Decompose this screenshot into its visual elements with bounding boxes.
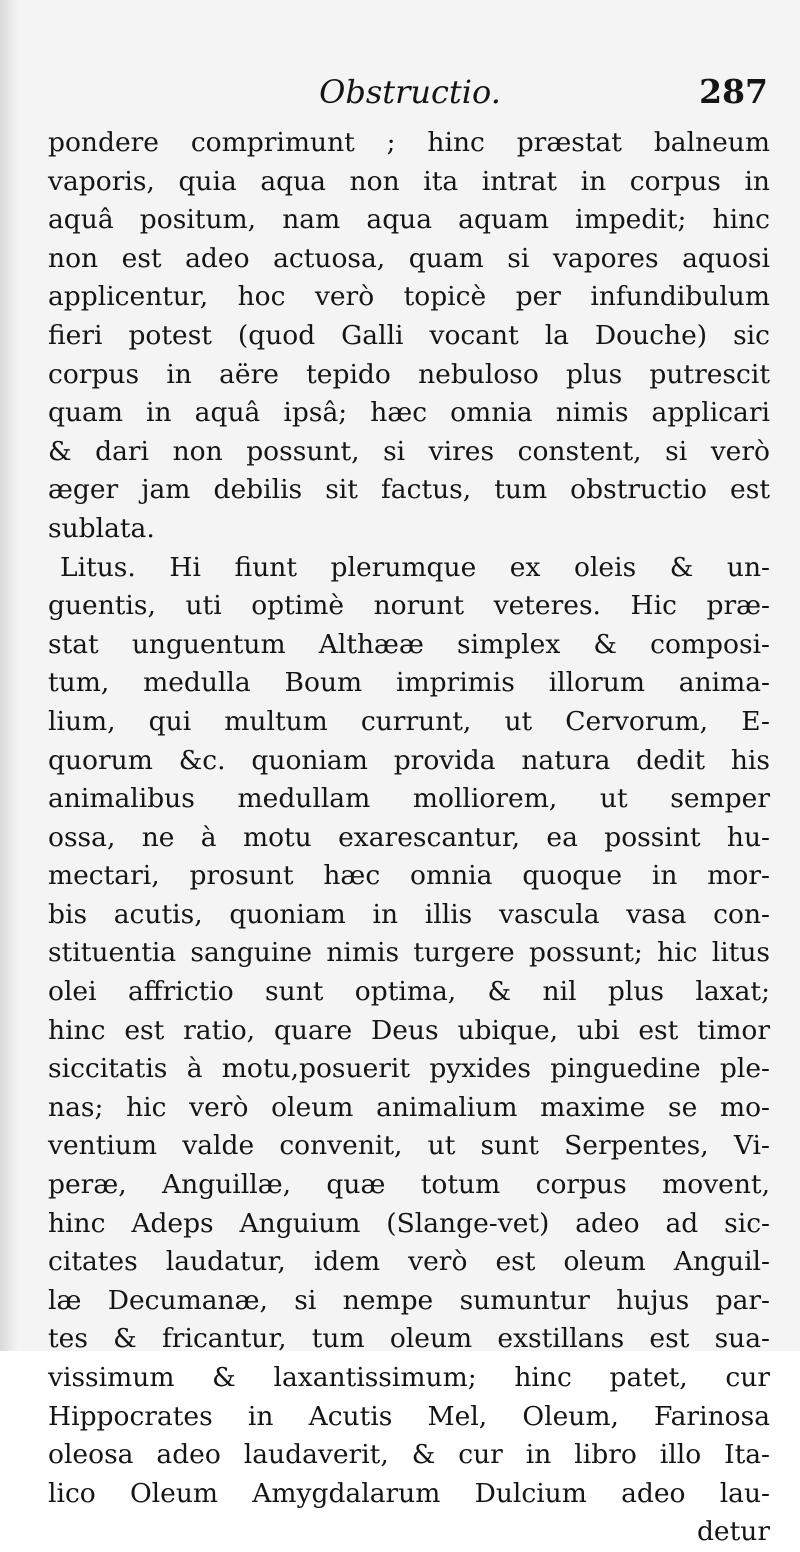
text-line: hinc est ratio, quare Deus ubique, ubi est timor <box>48 1014 770 1046</box>
text-line: mectari, prosunt hæc omnia quoque in mor- <box>48 860 770 892</box>
text-line: siccitatis à motu,posuerit pyxides pinguedine ple- <box>48 1053 770 1085</box>
text-line: olei affrictio sunt optima, & nil plus laxat; <box>48 976 770 1008</box>
text-line: tum, medulla Boum imprimis illorum anima- <box>48 667 770 699</box>
running-head: Obstructio. <box>319 73 501 111</box>
text-line: corpus in aëre tepido nebuloso plus putrescit <box>48 358 770 390</box>
text-line: bis acutis, quoniam in illis vascula vasa con- <box>48 898 770 930</box>
text-line: nas; hic verò oleum animalium maxime se mo- <box>48 1091 770 1123</box>
page-shadow-edge <box>0 0 18 1351</box>
text-line: vissimum & laxantissimum; hinc patet, cur <box>48 1362 770 1393</box>
text-line: quorum &c. quoniam provida natura dedit his <box>48 744 770 776</box>
text-line: guentis, uti optimè norunt veteres. Hic præ- <box>48 590 770 622</box>
catchword: detur <box>696 1516 770 1548</box>
text-line: hinc Adeps Anguium (Slange-vet) adeo ad sic- <box>48 1207 770 1239</box>
text-line: stat unguentum Althææ simplex & composi- <box>48 628 770 660</box>
text-line: quam in aquâ ipsâ; hæc omnia nimis applicari <box>48 397 770 429</box>
text-line: fieri potest (quod Galli vocant la Douche) sic <box>48 319 770 351</box>
text-line: lium, qui multum currunt, ut Cervorum, E- <box>48 705 770 737</box>
text-line: lico Oleum Amygdalarum Dulcium adeo lau- <box>48 1477 770 1509</box>
text-line: vaporis, quia aqua non ita intrat in corpus in <box>48 165 770 197</box>
body-text <box>48 124 770 1552</box>
text-line: & dari non possunt, si vires constent, si verò <box>48 435 770 467</box>
text-line: citates laudatur, idem verò est oleum Anguil- <box>48 1246 770 1278</box>
text-line: Hippocrates in Acutis Mel, Oleum, Farinosa <box>48 1400 770 1432</box>
text-line: non est adeo actuosa, quam si vapores aquosi <box>48 242 770 274</box>
text-line: stituentia sanguine nimis turgere possunt; hic litus <box>48 937 770 969</box>
text-line: tes & fricantur, tum oleum exstillans est sua- <box>48 1323 770 1355</box>
text-line: peræ, Anguillæ, quæ totum corpus movent, <box>48 1169 770 1201</box>
text-line: Litus. Hi fiunt plerumque ex oleis & un- <box>60 551 770 583</box>
text-line: aquâ positum, nam aqua aquam impedit; hinc <box>48 204 770 236</box>
text-line: animalibus medullam molliorem, ut semper <box>48 783 770 815</box>
text-line: pondere comprimunt ; hinc præstat balneum <box>48 127 770 158</box>
text-line: æger jam debilis sit factus, tum obstructio est <box>48 474 770 506</box>
text-line: ossa, ne à motu exarescantur, ea possint hu- <box>48 821 770 853</box>
text-line: oleosa adeo laudaverit, & cur in libro illo Ita- <box>48 1439 770 1471</box>
text-line: ventium valde convenit, ut sunt Serpentes, Vi- <box>48 1130 770 1162</box>
page-number: 287 <box>699 72 768 111</box>
text-line: sublata. <box>48 512 155 544</box>
text-line: applicentur, hoc verò topicè per infundibulum <box>48 281 770 313</box>
text-line: læ Decumanæ, si nempe sumuntur hujus par- <box>48 1284 770 1316</box>
page-header <box>48 72 772 122</box>
